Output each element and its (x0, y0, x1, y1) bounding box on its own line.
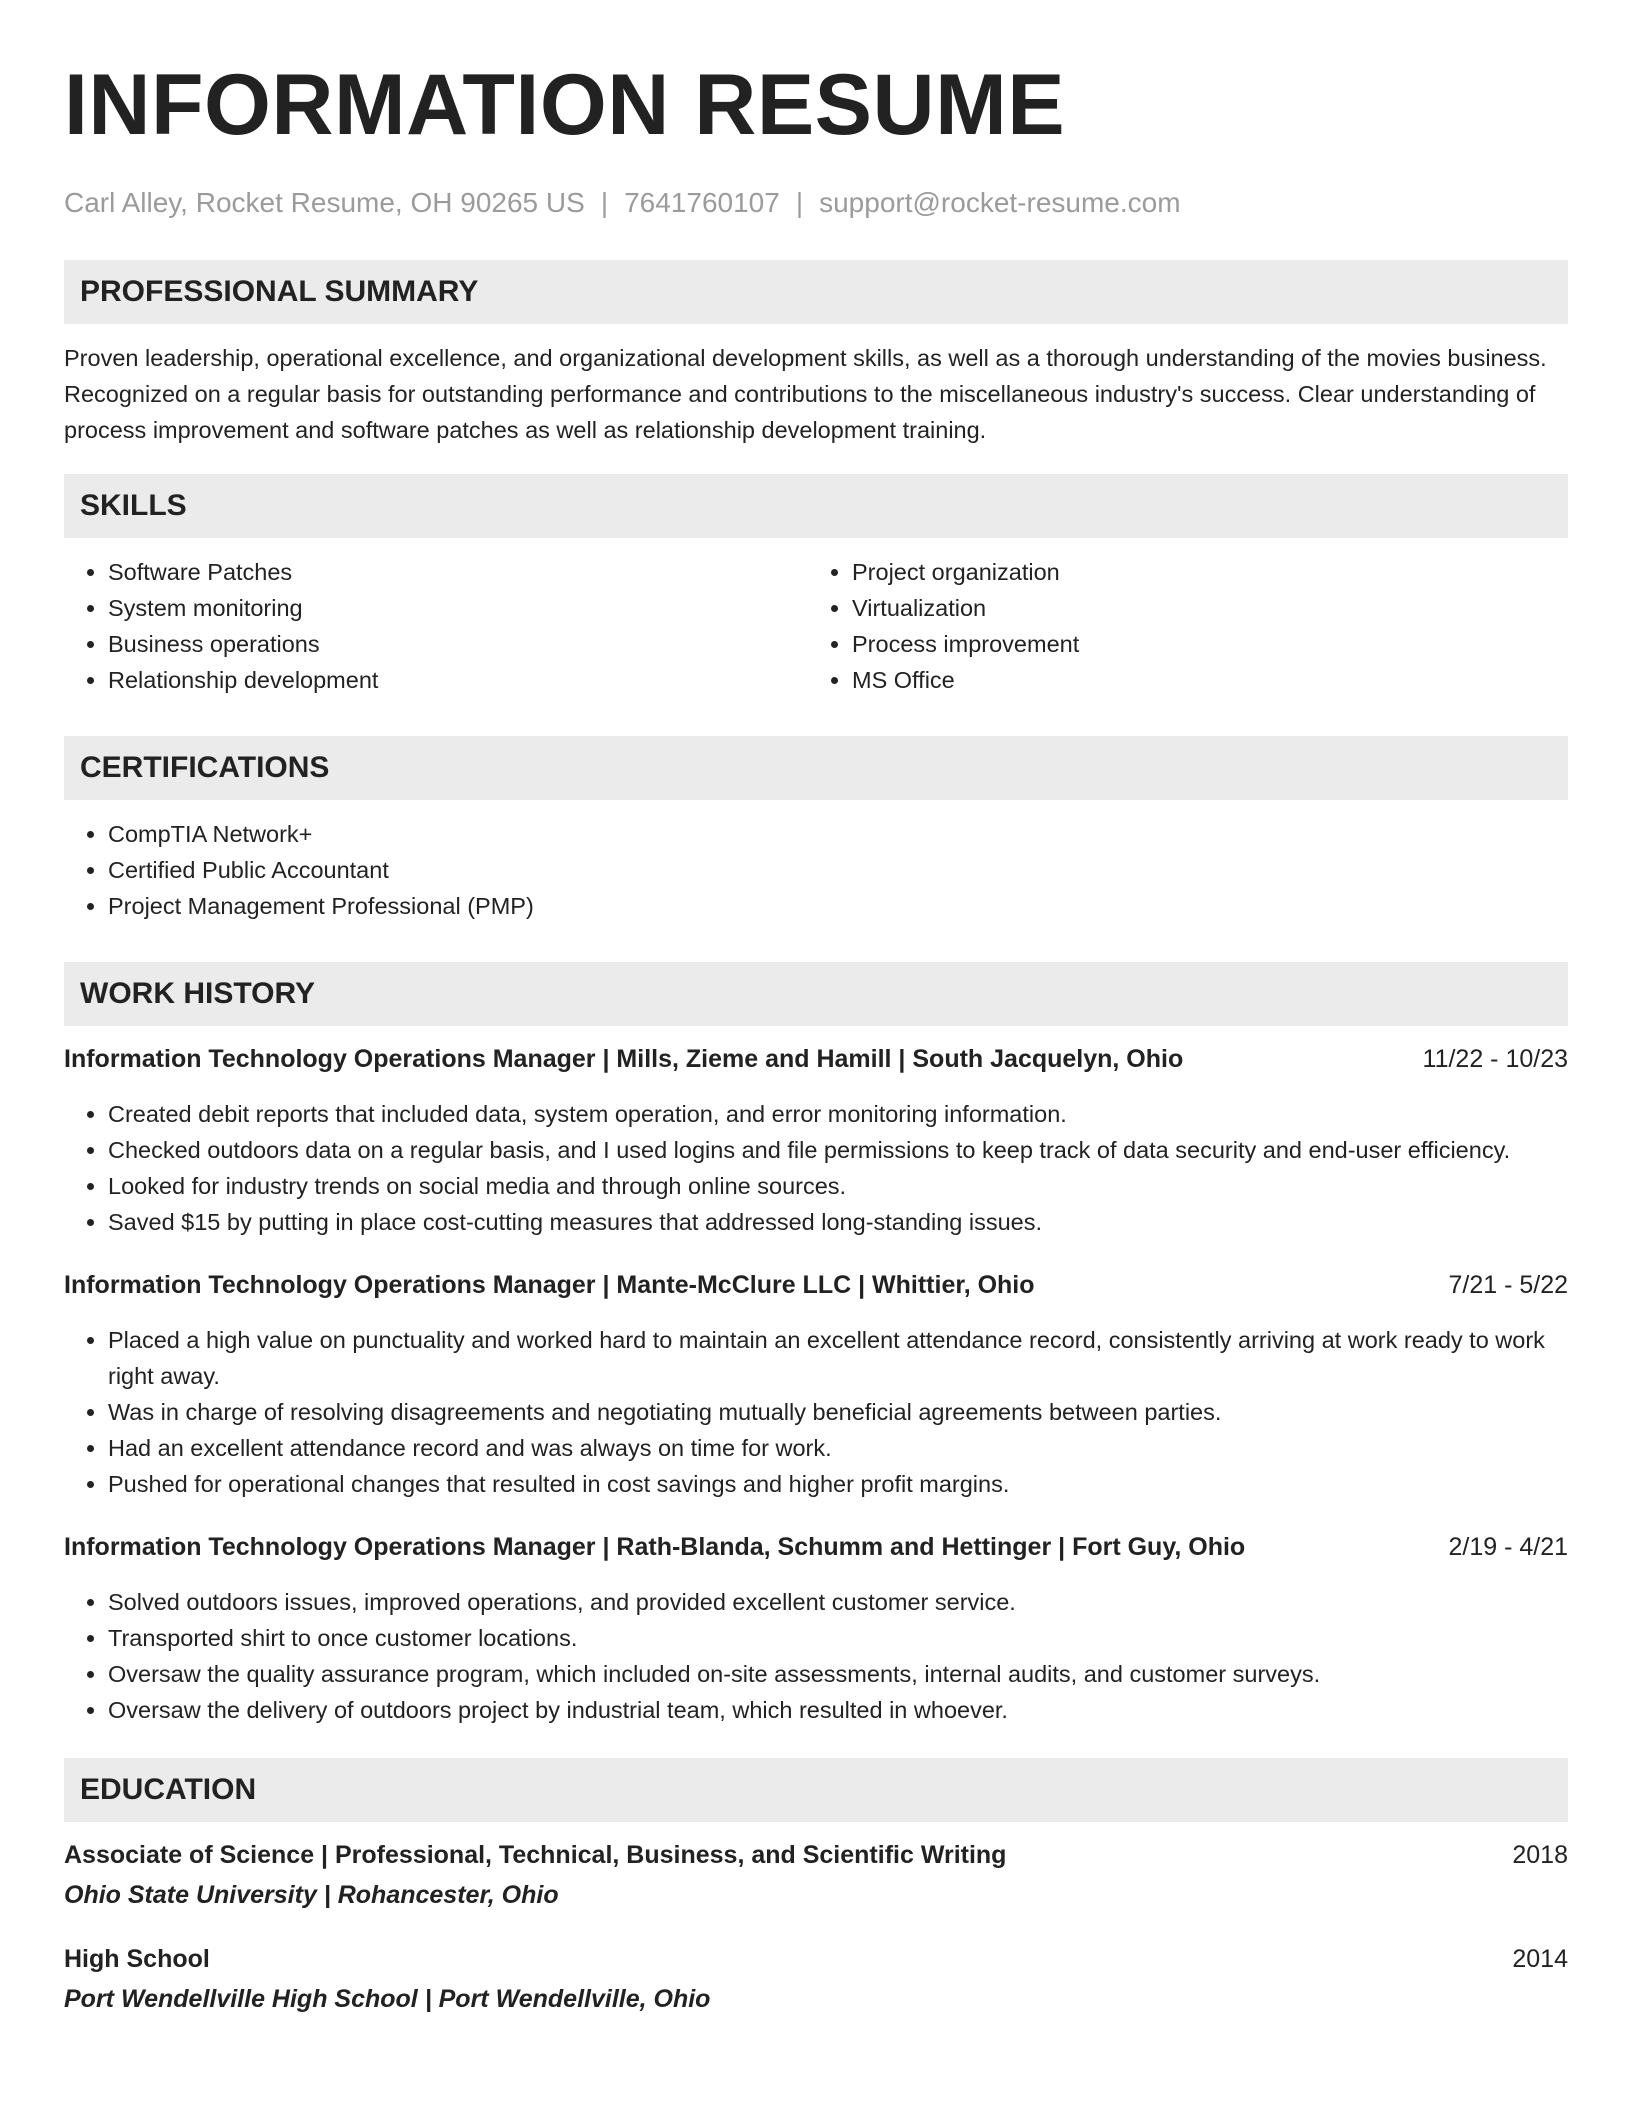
skills-heading: SKILLS (64, 474, 1568, 538)
skill-item: • Business operations (108, 626, 816, 662)
job-title: Information Technology Operations Manager | Rath-Blanda, Schumm and Hettinger | Fort Guy, Ohio (64, 1533, 1246, 1561)
job-bullets (64, 1322, 1568, 1502)
education-header (64, 1942, 1568, 1976)
education-degree: High School (64, 1945, 210, 1973)
job-bullet: • Solved outdoors issues, improved operations, and provided excellent customer service. (108, 1584, 1568, 1620)
education-school: Port Wendellville High School | Port Wendellville, Ohio (64, 1985, 711, 2013)
job-bullets (64, 1584, 1568, 1728)
skill-item: • Project organization (852, 554, 1568, 590)
job-bullets (64, 1096, 1568, 1240)
skill-item: • Relationship development (108, 662, 816, 698)
contact-separator: | (795, 187, 804, 218)
skill-item: • System monitoring (108, 590, 816, 626)
job-title: Information Technology Operations Manager | Mante-McClure LLC | Whittier, Ohio (64, 1271, 1035, 1299)
job-entry (64, 1042, 1568, 1240)
resume-title: INFORMATION RESUME (64, 57, 1066, 153)
job-bullet: • Had an excellent attendance record and was always on time for work. (108, 1430, 1568, 1466)
summary-text: Proven leadership, operational excellence, and organizational development skills, as well as a thorough understanding of the movies business. Recognized on a regular basis for outstanding performance and contributions to the miscellaneous industry's success. Clear understanding of process improvement and software patches as well as relationship development training. (64, 345, 1547, 443)
job-bullet: • Pushed for operational changes that resulted in cost savings and higher profit margins. (108, 1466, 1568, 1502)
certifications-list (64, 816, 1568, 924)
certification-item: • Certified Public Accountant (108, 852, 1568, 888)
job-dates: 7/21 - 5/22 (1448, 1271, 1568, 1299)
education-header (64, 1838, 1568, 1872)
certification-item: • CompTIA Network+ (108, 816, 1568, 852)
job-entry (64, 1268, 1568, 1502)
skill-item: • Process improvement (852, 626, 1568, 662)
job-title: Information Technology Operations Manager | Mills, Zieme and Hamill | South Jacquelyn, Ohio (64, 1045, 1184, 1073)
education-degree: Associate of Science | Professional, Technical, Business, and Scientific Writing (64, 1841, 1007, 1869)
skill-item: • Software Patches (108, 554, 816, 590)
job-header (64, 1268, 1568, 1302)
education-school: Ohio State University | Rohancester, Ohio (64, 1881, 559, 1909)
contact-separator: | (600, 187, 609, 218)
education-year: 2018 (1512, 1841, 1568, 1869)
job-header (64, 1530, 1568, 1564)
job-dates: 2/19 - 4/21 (1448, 1533, 1568, 1561)
skill-item: • Virtualization (852, 590, 1568, 626)
contact-phone: 7641760107 (624, 187, 780, 218)
contact-address: Carl Alley, Rocket Resume, OH 90265 US (64, 187, 585, 218)
job-bullet: • Checked outdoors data on a regular basis, and I used logins and file permissions to keep track of data security and end-user efficiency. (108, 1132, 1568, 1168)
education-year: 2014 (1512, 1945, 1568, 1973)
work-history-heading: WORK HISTORY (64, 962, 1568, 1026)
skills-column-right (816, 554, 1568, 698)
education-entry (64, 1942, 1568, 2016)
education-entry (64, 1838, 1568, 1912)
contact-line (64, 186, 1568, 220)
job-dates: 11/22 - 10/23 (1422, 1045, 1568, 1073)
skill-item: • MS Office (852, 662, 1568, 698)
job-bullet: • Oversaw the delivery of outdoors project by industrial team, which resulted in whoever. (108, 1692, 1568, 1728)
summary-heading: PROFESSIONAL SUMMARY (64, 260, 1568, 324)
job-bullet: • Transported shirt to once customer locations. (108, 1620, 1568, 1656)
job-entry (64, 1530, 1568, 1728)
certification-item: • Project Management Professional (PMP) (108, 888, 1568, 924)
job-bullet: • Placed a high value on punctuality and worked hard to maintain an excellent attendance record, consistently arriving at work ready to work right away. (108, 1322, 1568, 1394)
job-bullet: • Saved $15 by putting in place cost-cutting measures that addressed long-standing issues. (108, 1204, 1568, 1240)
job-bullet: • Created debit reports that included data, system operation, and error monitoring information. (108, 1096, 1568, 1132)
skills-column-left (64, 554, 816, 698)
job-bullet: • Looked for industry trends on social media and through online sources. (108, 1168, 1568, 1204)
contact-email: support@rocket-resume.com (819, 187, 1181, 218)
job-header (64, 1042, 1568, 1076)
certifications-heading: CERTIFICATIONS (64, 736, 1568, 800)
job-bullet: • Oversaw the quality assurance program, which included on-site assessments, internal audits, and customer surveys. (108, 1656, 1568, 1692)
education-heading: EDUCATION (64, 1758, 1568, 1822)
job-bullet: • Was in charge of resolving disagreements and negotiating mutually beneficial agreements between parties. (108, 1394, 1568, 1430)
skills-list (64, 554, 1568, 698)
